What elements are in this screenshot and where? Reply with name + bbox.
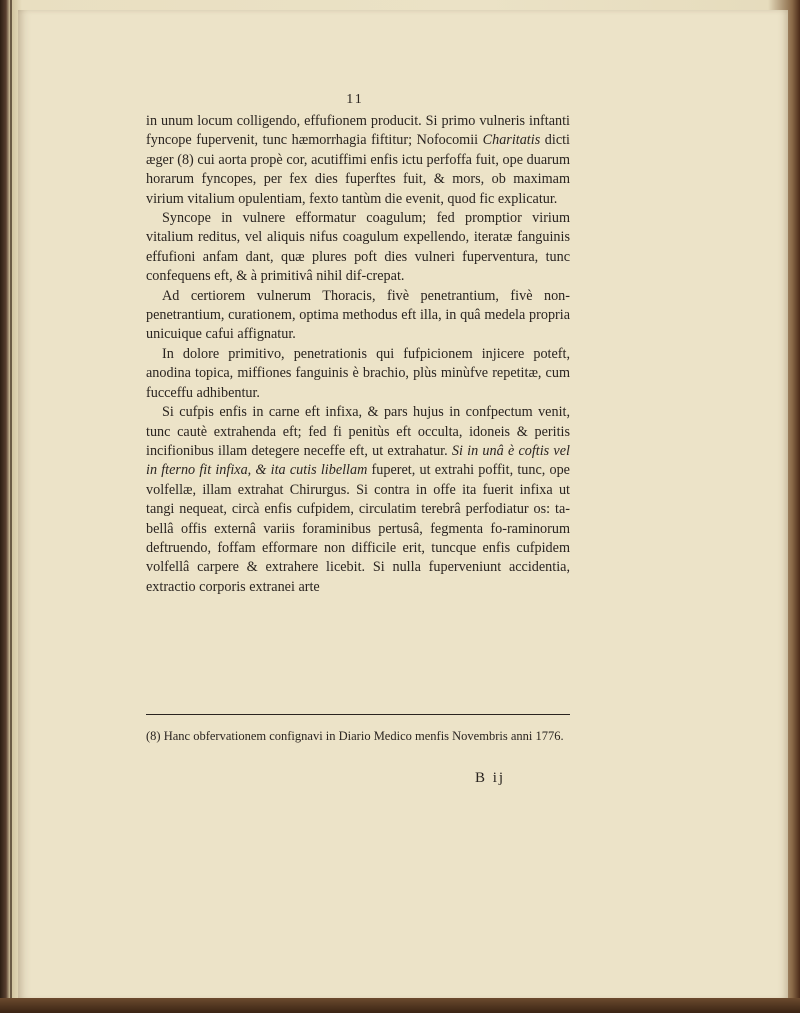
text-run: In dolore primitivo, penetrationis qui fufpicionem injicere poteft, anodina topica, miffiones fanguinis è brachio, plùs minùfve repetitæ, cum fucceffu adhibentur.: [146, 345, 570, 401]
paragraph: [146, 209, 570, 287]
text-run: Syncope in vulnere efformatur coagulum; fed promptior virium vitalium reditus, vel aliquis nifus coagulum expellendo, iteratæ fanguinis effufioni anfam dant, quæ plures poft dies vulneri fuperventura, tunc confequens eft, & à primitivâ nihil dif-crepat.: [146, 210, 570, 285]
paragraph: [146, 345, 570, 403]
italic-text: Charitatis: [482, 132, 541, 149]
signature-mark: B ij: [475, 770, 506, 786]
text-run: fuperet, ut extrahi poffit, tunc, ope volfellæ, illam extrahat Chirurgus. Si contra in offe ita fuerit infixa ut tangi nequeat, circà enfis cufpidem, circulatim terebrâ perfodiatur os: ta-bellâ offis externâ variis foraminibus pertusâ, fegmenta fo-raminorum deftruendo, foffam efformare non difficile erit, tuncque enfis cufpidem volfellâ carpere & extrahere licebit. Si nulla fuperveniunt accidentia, extractio corporis extranei arte: [146, 462, 570, 595]
text-run: Si cufpis enfis in carne eft infixa, & pars hujus in confpectum venit, tunc cautè extrahenda eft; fed fi penitùs eft occulta, idoneis & peritis incifionibus illam detegere neceffe eft, ut extrahatur.: [146, 404, 570, 459]
paragraph: [146, 112, 570, 209]
footnote: (8) Hanc obfervationem confignavi in Diario Medico menfis Novembris anni 1776.: [146, 729, 564, 743]
binding-edge: [10, 0, 12, 1013]
paragraph: [146, 287, 570, 345]
paragraph: [146, 403, 570, 597]
text-run: in unum locum colligendo, effufionem producit. Si primo vulneris inftanti fyncope fupervenit, tunc hæmorrhagia fiftitur; Nofocomii: [146, 113, 570, 149]
text-run: dicti æger (8) cui aorta propè cor, acutiffimi enfis ictu perfoffa fuit, ope duarum horarum fyncopes, per fex dies fuperftes fuit, & mors, ob maximam virium vitalium opulentiam, fexto tantùm die evenit, quod fic explicatur.: [146, 132, 570, 207]
italic-text: Si in unâ è coftis vel in fterno fit infixa, & ita cutis libellam: [146, 442, 570, 479]
footnote-rule: [146, 714, 570, 715]
book-bottom-edge: [0, 998, 800, 1013]
body-text: [146, 112, 570, 597]
text-run: Ad certiorem vulnerum Thoracis, fivè penetrantium, fivè non-penetrantium, curationem, optima methodus eft illa, in quâ medela propria unicuique cafui affignatur.: [146, 287, 570, 343]
page-number: 11: [346, 92, 364, 107]
